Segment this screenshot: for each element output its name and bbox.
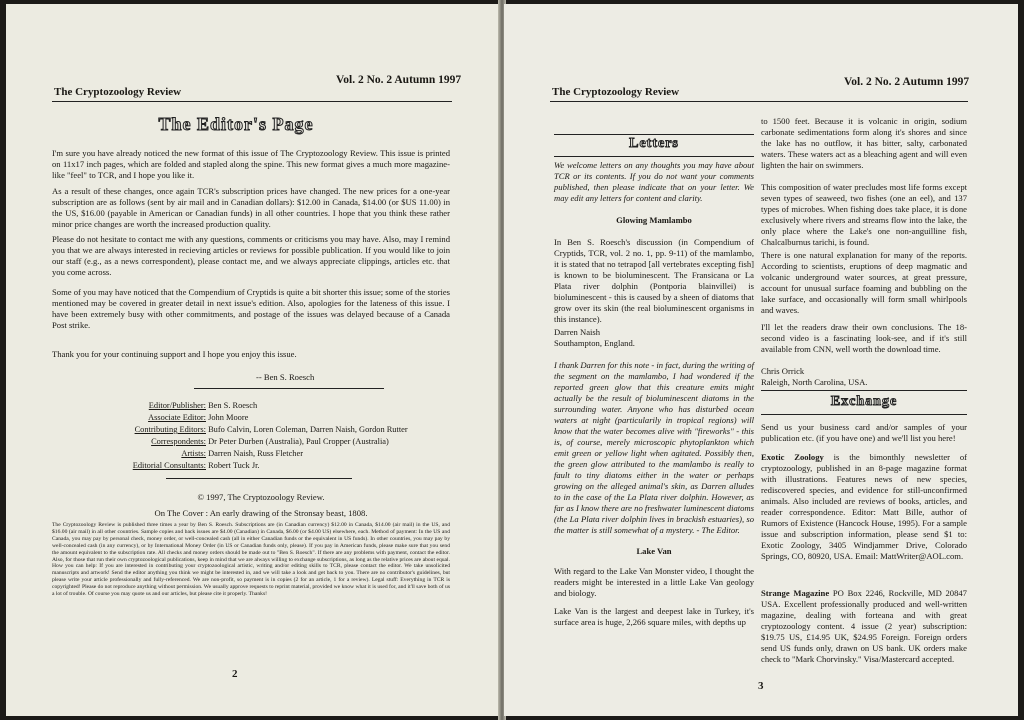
letters-title: Letters <box>629 136 679 151</box>
exchange-intro: Send us your business card and/or samples of your publication etc. (if you have one) and we'll list you here! <box>761 422 967 443</box>
letter1-author: Darren Naish <box>554 327 601 337</box>
credit-name: Bufo Calvin, Loren Coleman, Darren Naish, Gordon Rutter <box>208 425 408 434</box>
copyright: © 1997, The Cryptozoology Review. <box>197 492 325 502</box>
credit-name: Darren Naish, Russ Fletcher <box>208 449 303 458</box>
header-issue: Vol. 2 No. 2 Autumn 1997 <box>336 74 462 86</box>
fine-print: The Cryptozoology Review is published three times a year by Ben S. Roesch. Subscriptions are (in Canadian currency) $12.00 in Canada, $14.00 (air mail) in the US, and $16.00 (air mail) in all other countries. Sample copies and back issues are $4.00 (Canadian) in Canada, $6.00 (or $4.00 US) elsewhere, each. Method of payment: In the US and Canada, you may pay by personal check, money order, or well-concealed cash (all in either Canadian funds or the equivalent in US funds). In other countries, you may pay by well-concealed cash (in any currency), or by International Money Order (in US or Canadian funds only, please). If you pay in American funds, please make sure that you send the amount equivalent to the subscription rate. All checks and money orders should be made out to "Ben S. Roesch". If there are any problems with payment, contact the editor. Also, for those that run their own cryptozoological publications, keep in mind that we are always willing to exchange subscriptions, as long as the relative prices are about equal. How you can help: If you are interested in contributing your cryptozoological artistic, writing and/or editing skills to TCR, please contact the editor. We take unsolicited manuscripts and artwork! Send the editor anything you think we might be interested in, and we will take a look and get back to you. There are no contributor's guidelines, but please write your article professionally and fully-referenced. We are non-profit, so payment is in copies (2 for an article, 1 for a review). Legal stuff: Everything in TCR is copyrighted! Please do not reproduce anything without permission. We usually approve requests to reprint material, provided we know what it is used for, and it'll save both of us a lot of trouble. Of course you may quote us and our articles, but please cite it properly. Thanks! <box>52 522 450 598</box>
signature: -- Ben S. Roesch <box>256 372 315 382</box>
letter1-place: Southampton, England. <box>554 338 635 348</box>
credit-name: Dr Peter Durben (Australia), Paul Cropper (Australia) <box>208 437 389 446</box>
page-title: The Editor's Page <box>158 114 314 134</box>
letter1-body: In Ben S. Roesch's discussion (in Compendium of Cryptids, TCR, vol. 2 no. 1, pp. 9-11) of the mamlambo, it is stated that no tetrapod [all vertebrates excepting fish] is known to be bioluminescent. The Fransicana or La Plata river dolphin (Pontporia blainvillei) is bioluminescent - this is caused by a sheen of diatoms that grow over its skin (the real bioluminescent organisms in this instance). <box>554 237 754 324</box>
lake-van-continued-2: This composition of water precludes most life forms except seven types of seaweed, two fishes (one an eel), and 137 types of microbes. When fishing does take place, it is done exclusively where rivers and streams flow into the lake, the only place where the Lake's one non-anguilline fish, Chalcalburnus tarichi, is found. <box>761 182 967 247</box>
editor-paragraph-4: Some of you may have noticed that the Compendium of Cryptids is quite a bit shorter this issue; some of the stories mentioned may be covered in greater detail in next issue's edition. Also, apologies for the lateness of this issue. I have been extremely busy with other commitments, and postage of the issues was delayed because of a Canada Post strike. <box>52 287 450 330</box>
right-page <box>504 4 1018 716</box>
header-issue: Vol. 2 No. 2 Autumn 1997 <box>844 76 970 88</box>
editor-paragraph-1: I'm sure you have already noticed the new format of this issue of The Cryptozoology Review. This issue is printed on 11x17 inch pages, which are folded and stapled along the spine. This new format gives a much more magazine-like "feel" to TCR, and I hope you like it. <box>52 148 450 180</box>
letter2-body-1: With regard to the Lake Van Monster video, I thought the readers might be interested in a little Lake Van geology and biology. <box>554 566 754 598</box>
credit-role: Correspondents: <box>151 437 206 446</box>
lake-van-continued-1: to 1500 feet. Because it is volcanic in origin, sodium carbonate sedimentations form along it's shores and since the lake has no outflow, it has bitter, salty, carbonated waters. These waters act as a bleaching agent and will even lighten the hair on swimmers. <box>761 116 967 170</box>
signature-rule <box>194 388 384 389</box>
left-page <box>6 4 500 716</box>
exchange-title: Exchange <box>830 394 898 409</box>
letter2-title: Lake Van <box>636 546 672 556</box>
exotic-zoology-body: is the bimonthly newsletter of cryptozoology, published in an 8-page magazine format with illustrations. Features news of new species, rediscovered species, and evidence for still-unconfirmed animals. Also included are reviews of books, articles, and reader correspondence. Editor: Matt Bille, author of Rumors of Existence (Hancock House, 1995). For a sample issue and subscription information, please send $1 to: Exotic Zoology, 3405 Windjammer Drive, Colorado Springs, CO, 80920, USA. Email: MattWriter@AOL.com. <box>761 452 967 561</box>
page-number: 2 <box>232 668 238 680</box>
letter2-body-2: Lake Van is the largest and deepest lake in Turkey, it's surface area is huge, 2,266 square miles, with depths up <box>554 606 754 627</box>
strange-magazine-body: PO Box 2246, Rockville, MD 20847 USA. Excellent professionally produced and well-written magazine, dealing with forteana and with great cryptozoology content. 4 issue (2 year) subscription: $19.75 US, £14.95 UK, $24.95 Foreign. Foreign orders send US funds only, drawn on US bank. UK orders make check to "Mark Chorvinsky." Visa/Mastercard accepted. <box>761 588 967 664</box>
editor-paragraph-2: As a result of these changes, once again TCR's subscription prices have changed. The new prices for a one-year subscription are as follows (sent by air mail and in Canadian dollars): $12.00 in Canada, $14.00 (or $US 11.00) in the US, $16.00 (payable in American or Canadian funds) in all other countries. I hope that you think these rather minor price changes are worth the increased production quality. <box>52 186 450 229</box>
strange-magazine-name: Strange Magazine <box>761 588 830 598</box>
credit-role: Editorial Consultants: <box>132 461 206 470</box>
lake-van-continued-4: I'll let the readers draw their own conclusions. The 18-second video is a fascinating look-see, and if it's still available from CNN, well worth the download time. <box>761 322 967 354</box>
exotic-zoology-name: Exotic Zoology <box>761 452 824 462</box>
header-title: The Cryptozoology Review <box>54 86 182 98</box>
exchange-rule-bottom <box>761 414 967 415</box>
credit-name: John Moore <box>208 413 249 422</box>
credit-role: Contributing Editors: <box>134 425 206 434</box>
exchange-strange-magazine <box>761 588 967 665</box>
credit-role: Associate Editor: <box>148 413 206 422</box>
exchange-rule-top <box>761 390 967 391</box>
header-title: The Cryptozoology Review <box>552 86 680 98</box>
letters-rule-bottom <box>554 156 754 157</box>
exchange-exotic-zoology <box>761 452 967 562</box>
letters-rule-top <box>554 134 754 135</box>
editor-paragraph-3: Please do not hesitate to contact me with any questions, comments or criticisms you may have. Also, may I remind you that we are always interested in recieving articles or reviews for possible publication. If you would like to join our staff (e.g., as a news correspondent), please contact me, and we always appreciate clippings, articles etc. that you come across. <box>52 234 450 277</box>
lake-van-continued-3: There is one natural explanation for many of the reports. According to scientists, eruptions of deep magmatic and volcanic underground water sources, at great pressure, account for unusual surface foaming and bubbling on the lake surface, and occasionally will form small whirlpools and waves. <box>761 250 967 315</box>
header-rule <box>52 101 452 102</box>
credit-role: Artists: <box>181 449 206 458</box>
letter2-author: Chris Orrick <box>761 366 805 376</box>
cover-note: On The Cover : An early drawing of the Stronsay beast, 1808. <box>154 508 368 518</box>
credit-name: Ben S. Roesch <box>208 401 258 410</box>
page-number: 3 <box>758 680 764 692</box>
credits-rule <box>166 478 352 479</box>
letter1-reply: I thank Darren for this note - in fact, during the writing of the segment on the mamlambo, I had wondered if the reported green glow that this creature emits might actually be the result of bioluminescent diatoms in the surrounding water. Anyone who has disturbed ocean waters at night (particularily in tropical regions) will know that the water becomes alive with "fireworks" - this is, of course, merely microscopic phytoplankton which emit green or yellow light when agitated. Possibly then, the green glow attributed to the mamlambo is really to fault to tiny diatoms either in the water or perhaps growing on the alleged animal's skin, as Darren alludes to in the case of the La Plata river dolphin. However, as far as I know there are no freshwater luminescent diatoms (the La Plata river dolphin lives in brackish estuaries), so the matter is still somewhat of a mystery. - The Editor. <box>554 360 754 535</box>
letter1-title: Glowing Mamlambo <box>616 215 692 225</box>
editor-paragraph-5: Thank you for your continuing support and I hope you enjoy this issue. <box>52 349 297 359</box>
header-rule <box>550 101 968 102</box>
letter2-place: Raleigh, North Carolina, USA. <box>761 377 868 387</box>
letters-intro: We welcome letters on any thoughts you may have about TCR or its contents. If you do not want your comments published, then please indicate that on your letter. We may edit any letters for content and clarity. <box>554 160 754 203</box>
credit-role: Editor/Publisher: <box>148 401 206 410</box>
credit-name: Robert Tuck Jr. <box>208 461 260 470</box>
